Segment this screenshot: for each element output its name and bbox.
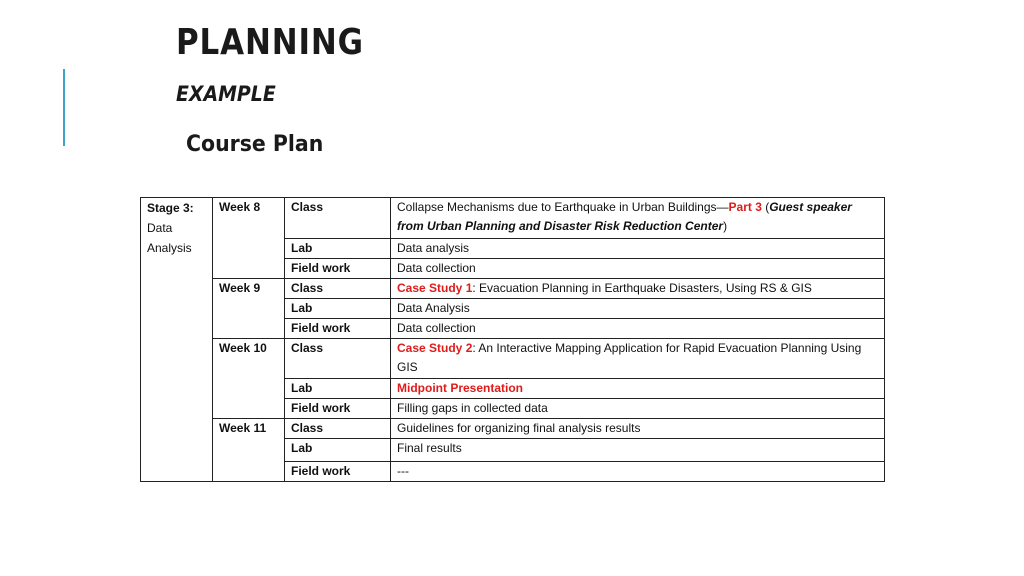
stage-name-line1: Data [147, 221, 173, 235]
week-label: Week 11 [213, 419, 285, 482]
session-description: Data collection [391, 259, 885, 279]
session-type: Lab [285, 239, 391, 259]
slide-title: PLANNING [176, 22, 364, 63]
session-type: Field work [285, 399, 391, 419]
session-description: Data Analysis [391, 299, 885, 319]
week-label: Week 8 [213, 198, 285, 279]
stage-label: Stage 3: [147, 201, 194, 215]
session-type: Field work [285, 462, 391, 482]
session-type: Class [285, 198, 391, 239]
stage-name-line2: Analysis [147, 241, 192, 255]
session-description: Guidelines for organizing final analysis results [391, 419, 885, 439]
session-type: Class [285, 419, 391, 439]
week-label: Week 9 [213, 279, 285, 339]
session-description: Filling gaps in collected data [391, 399, 885, 419]
table-row [141, 198, 885, 239]
session-type: Lab [285, 299, 391, 319]
session-description: Midpoint Presentation [391, 379, 885, 399]
accent-bar [63, 69, 65, 146]
stage-cell [141, 198, 213, 482]
table-row [141, 279, 885, 299]
session-type: Lab [285, 379, 391, 399]
course-plan-table [140, 197, 885, 482]
week-label: Week 10 [213, 339, 285, 419]
session-description: --- [391, 462, 885, 482]
session-type: Field work [285, 259, 391, 279]
session-description: Case Study 2: An Interactive Mapping Application for Rapid Evacuation Planning Using GIS [391, 339, 885, 379]
session-description: Data collection [391, 319, 885, 339]
table-row [141, 419, 885, 439]
table-row [141, 339, 885, 379]
session-type: Lab [285, 439, 391, 462]
session-description: Data analysis [391, 239, 885, 259]
session-description: Collapse Mechanisms due to Earthquake in Urban Buildings—Part 3 (Guest speaker from Urban Planning and Disaster Risk Reduction Center) [391, 198, 885, 239]
session-type: Field work [285, 319, 391, 339]
session-type: Class [285, 279, 391, 299]
session-description: Final results [391, 439, 885, 462]
session-type: Class [285, 339, 391, 379]
course-plan-heading: Course Plan [186, 132, 324, 157]
slide-subtitle: EXAMPLE [176, 82, 276, 106]
session-description: Case Study 1: Evacuation Planning in Earthquake Disasters, Using RS & GIS [391, 279, 885, 299]
